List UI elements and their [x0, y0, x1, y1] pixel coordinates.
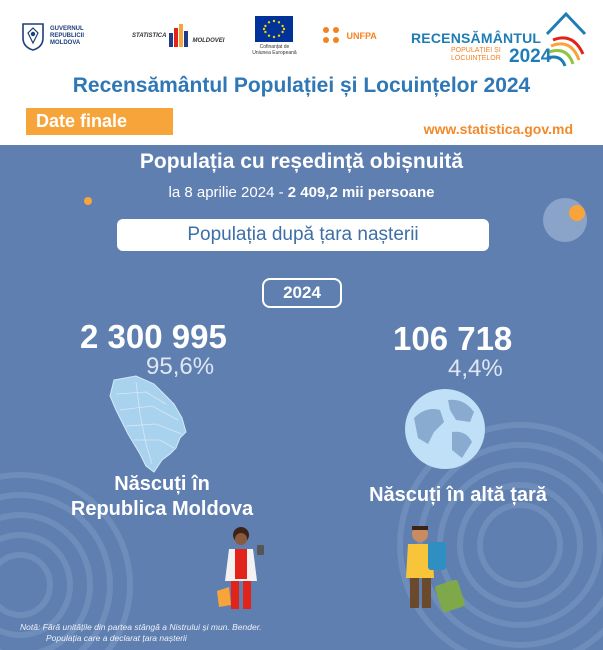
topic-pill: Populația după țara nașterii — [117, 219, 489, 251]
foreign-born-label: Născuți în altă țară — [369, 484, 547, 506]
moldova-map-icon — [96, 374, 208, 474]
year-pill: 2024 — [262, 278, 342, 308]
total-population: 2 409,2 mii persoane — [287, 184, 435, 201]
page-title: Recensământul Populației și Locuințelor 2024 — [72, 74, 531, 97]
stat-text-line: STATISTICA — [132, 33, 167, 39]
unfpa-people-icon — [320, 24, 344, 48]
traveler-illustration — [398, 524, 470, 616]
date-text: la 8 aprilie 2024 - — [168, 184, 288, 201]
moldova-born-label-line: Republica Moldova — [70, 498, 254, 520]
subtitle: Populația cu reședință obișnuită — [139, 150, 464, 173]
gov-text-line: GUVERNUL — [50, 25, 84, 32]
footnote — [20, 622, 262, 644]
foreign-born-count: 106 718 — [393, 320, 513, 357]
footnote-line: Populația care a declarat țara nașterii — [46, 633, 187, 643]
header — [0, 0, 603, 145]
woman-illustration — [213, 525, 273, 615]
website-link[interactable]: www.statistica.gov.md — [423, 121, 573, 137]
census-logo-name: RECENSĂMÂNTUL — [411, 30, 542, 46]
foreign-born-percent: 4,4% — [448, 355, 503, 382]
census-logo-year: 2024 — [509, 46, 552, 67]
moldova-born-label — [52, 472, 272, 522]
census-logo-sub-line: POPULAȚIEI ȘI — [451, 47, 501, 54]
government-logo — [20, 21, 106, 51]
statistica-logo — [132, 23, 224, 49]
eu-flag-icon — [255, 16, 293, 42]
bars-icon — [168, 23, 190, 49]
date-line — [0, 184, 603, 201]
partner-logos — [20, 12, 377, 60]
final-data-badge: Date finale — [26, 108, 173, 135]
unfpa-logo — [320, 24, 376, 48]
census-logo-sub-line: LOCUINȚELOR — [451, 55, 501, 62]
gov-text-line: REPUBLICII — [50, 32, 85, 39]
moldova-born-count: 2 300 995 — [80, 318, 227, 355]
stat-text-line: MOLDOVEI — [192, 38, 225, 44]
eu-logo — [246, 16, 302, 56]
footnote-line: Notă: Fără unitățile din partea stângă a Nistrului și mun. Bender. — [20, 622, 262, 632]
eu-caption-line: Uniunea Europeană — [252, 50, 297, 56]
census-logo — [411, 10, 587, 68]
coat-of-arms-icon — [20, 21, 46, 51]
unfpa-text: UNFPA — [346, 31, 377, 41]
gov-text-line: MOLDOVA — [50, 39, 81, 46]
moldova-born-label-line: Născuți în — [114, 473, 210, 495]
globe-icon — [404, 388, 486, 470]
moldova-born-percent: 95,6% — [146, 353, 215, 380]
eu-caption-line: Cofinanțat de — [259, 44, 290, 50]
